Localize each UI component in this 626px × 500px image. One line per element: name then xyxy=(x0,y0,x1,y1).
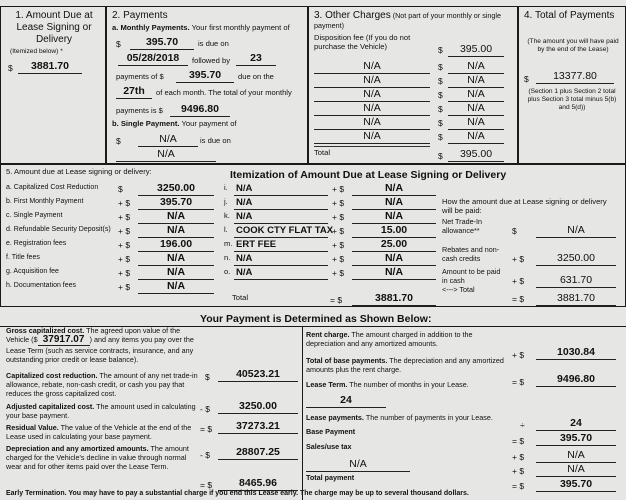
total-payment-value: 395.70 xyxy=(536,478,616,492)
other-tax-value: N/A xyxy=(536,463,616,477)
base-payment-sign: = $ xyxy=(512,436,525,446)
s4-title: 4. Total of Payments xyxy=(524,10,615,21)
s5-mid-sign: + $ xyxy=(332,226,345,236)
s5-left-sign: + $ xyxy=(118,282,131,292)
vehicle-value: 37917.07 xyxy=(38,335,90,346)
s5-left-value: N/A xyxy=(138,252,214,266)
s5-left-label: b. First Monthly Payment xyxy=(6,198,84,205)
s5-mid-sign: + $ xyxy=(332,268,345,278)
base-payment-value: 395.70 xyxy=(536,432,616,446)
s3-dispo-label: Disposition fee (If you do not purchase the Vehicle) xyxy=(314,33,411,51)
s3-total-rule xyxy=(314,146,430,147)
rent-charge-value: 1030.84 xyxy=(536,346,616,360)
s5-mid-value: 25.00 xyxy=(352,238,436,252)
gross-cap-text: Gross capitalized cost. The agreed upon value of the Vehicle ($ 37917.07 ) and any items you pay over the Lease Term (such as service contracts, insurance, and any outstanding prior credit or lease balance). xyxy=(6,326,194,364)
s5-mid-sign: + $ xyxy=(332,212,345,222)
s2-payment-amount: 395.70 xyxy=(176,69,234,83)
s5-total-label: Total xyxy=(232,293,249,302)
sales-tax-sign: + $ xyxy=(512,452,525,462)
s3-row-amount: N/A xyxy=(448,130,504,144)
s3-row-label: N/A xyxy=(314,116,430,130)
s3-row-amount: N/A xyxy=(448,88,504,102)
s5-left-sign: + $ xyxy=(118,198,131,208)
s3-row-dollar: $ xyxy=(438,62,443,72)
total-payment-label: Total payment xyxy=(306,473,355,482)
s5-left-label: d. Refundable Security Deposit(s) xyxy=(6,226,111,233)
s5-left-label: a. Capitalized Cost Reduction xyxy=(6,184,99,191)
s5-left-label: e. Registration fees xyxy=(6,240,67,247)
adjusted-cap-value: 37273.21 xyxy=(218,420,298,434)
adjusted-cap-text: Adjusted capitalized cost. The amount used in calculating your base payment. xyxy=(6,402,196,420)
s3-row-label: N/A xyxy=(314,60,430,74)
base-payments-text: Total of base payments. The depreciation and any amortized amounts plus the rent charge. xyxy=(306,356,504,374)
s3-row-amount: N/A xyxy=(448,60,504,74)
gross-cap-sign: $ xyxy=(205,372,210,382)
s5-mid-sign: + $ xyxy=(332,254,345,264)
rent-charge-text: Rent charge. The amount charged in addition to the depreciation and any amortized amounts. xyxy=(306,330,473,348)
lease-term-text: Lease Term. The number of months in your Lease. xyxy=(306,380,469,389)
s3-row-label: N/A xyxy=(314,74,430,88)
s3-row-dollar: $ xyxy=(438,76,443,86)
s2-b-label: b. Single Payment. xyxy=(112,119,180,128)
cap-reduction-value: 3250.00 xyxy=(218,400,298,414)
base-payments-sign: = $ xyxy=(512,377,525,387)
lease-disclosure-form: 1. Amount Due at Lease Signing or Delivery (Itemized below) * $ 3881.70 2. Payments a. Monthly Payments. Your first monthly payment of $ 395.70 is due on 05/28/2018 followed by 23 payments of $ 395.70 due on the 27th of each month. The total of your monthly payments is $ 9496.80 b. Single Payment. Your payment of $ N/A is due on N/A 3. Other Charges (Not part of your monthly or single payment) Disposition fee (If you do not purchase the Vehicle) $ 395.00 N/A $ N/A N/A $ N/A N/A $ N/A N/A $ N/A N/A $ N/A N/A $ N/A Total $ 395.00 4. Total of Payments (The amount you will have paid by the end of the Lease) $ 13377.80 (Section 1 plus Section 2 total plus Section 3 total minus 5(b) and 5(d)) 5. Amount due at Lease signing or delivery: Itemization of Amount Due at Lease Signing or Delivery a. Capitalized Cost Reduction $ 3250.00 b. First Monthly Payment + $ 395.70 c. Single Payment + $ N/A d. Refundable Security Deposit(s) + $ N/A e. Registration fees + $ 196.00 f. Title fees + $ N/A g. Acquisition fee + $ N/A h. Documentation fees + $ N/A i. N/A + $ N/A j. N/A + $ N/A k. N/A + $ N/A l. COOK CTY FLAT TAX + $ 15.00 m. ERT FEE + $ 25.00 n. N/A + $ N/A o. N/A + $ N/A Total = $ 3881.70 How the amount due at Lease signing or delivery will be paid: Net Trade-In allowance** $ N/A Rebates and non-cash credits + $ 3250.00 Amount to be paid in cash + $ 631.70 <---> Total = $ 3881.70 Your Payment is Determined as Shown Below: Gross capitalized cost. The agreed upon value of the Vehicle ($ 37917.07 ) and any items you pay over the Lease Term (such as service contracts, insurance, and any outstanding prior credit or lease balance). $ 40523.21 Capitalized cost reduction. The amount of any net trade-in allowance, rebate, non-cash credit, or cash you pay that reduces the gross capitalized cost. - $ 3250.00 Adjusted capitalized cost. The amount used in calculating your base payment. = $ 37273.21 Residual Value. The value of the Vehicle at the end of the Lease used in calculating your base payment. - $ 28807.25 Depreciation and any amortized amounts. The amount charged for the Vehicle's decline in value through normal wear and for other items paid over the Lease Term. = $ 8465.96 Rent charge. The amount charged in addition to the depreciation and any amortized amounts. + $ 1030.84 Total of base payments. The depreciation and any amortized amounts plus the rent charge. = $ 9496.80 Lease Term. The number of months in your Lease. 24 Lease payments. The number of payments in your Lease. ÷ 24 Base Payment = $ 395.70 Sales/use tax N/A + $ N/A + $ N/A Total payment = $ 395.70 Early Termination. You may have to pay a substantial charge if you end this Lease early. The charge may be up to several thousand dollars. xyxy=(0,0,626,500)
s5-right-heading: How the amount due at Lease signing or delivery will be paid: xyxy=(442,197,607,215)
s3-title: 3. Other Charges xyxy=(314,10,391,21)
other-tax-sign: + $ xyxy=(512,466,525,476)
s5-right-sign: + $ xyxy=(512,276,525,286)
s5-mid-label: N/A xyxy=(234,196,328,210)
depreciation-sign: = $ xyxy=(200,480,213,490)
s4-note1: (The amount you will have paid by the end of the Lease) xyxy=(527,38,619,53)
cap-reduction-sign: - $ xyxy=(200,404,210,414)
depreciation-value: 8465.96 xyxy=(218,477,298,491)
residual-text: Residual Value. The value of the Vehicle at the end of the Lease used in calculating your base payment. xyxy=(6,423,192,441)
s5-total: 3881.70 xyxy=(352,292,436,306)
s5-right-label: <---> Total xyxy=(442,285,475,294)
lease-term-value: 24 xyxy=(306,394,386,408)
s2-payments-of: payments of $ xyxy=(116,72,164,81)
s5-mid-value: N/A xyxy=(352,252,436,266)
sales-tax-line: N/A xyxy=(306,458,410,472)
s5-left-label: c. Single Payment xyxy=(6,212,63,219)
s5-title: 5. Amount due at Lease signing or delivery: xyxy=(6,167,152,176)
s5-right-sign: + $ xyxy=(512,254,525,264)
s5-mid-label: N/A xyxy=(234,266,328,280)
s2-a-label: a. Monthly Payments. xyxy=(112,23,190,32)
s5-mid-sign: + $ xyxy=(332,198,345,208)
s2-b-text: Your payment of xyxy=(181,119,237,128)
s5-left-value: N/A xyxy=(138,280,214,294)
s1-note: (Itemized below) * xyxy=(10,48,63,55)
s5-right-value: 3250.00 xyxy=(536,252,616,266)
cap-reduction-text: Capitalized cost reduction. The amount of any net trade-in allowance, rebate, non-cash credit, or cash you pay that reduces the gross capitalized cost. xyxy=(6,371,198,398)
s5-mid-letter: n. xyxy=(224,253,231,262)
s2-payments-is: payments is $ xyxy=(116,106,163,115)
s5-right-value: 3881.70 xyxy=(536,292,616,306)
s5-mid-value: N/A xyxy=(352,210,436,224)
s5-left-value: N/A xyxy=(138,210,214,224)
s3-row-label: N/A xyxy=(314,88,430,102)
s3-note: (Not part of your monthly or single payment) xyxy=(314,11,501,30)
s3-row-dollar: $ xyxy=(438,132,443,142)
total-payment-sign: = $ xyxy=(512,481,525,491)
payment-divider xyxy=(302,326,303,500)
s3-row-amount: N/A xyxy=(448,102,504,116)
s5-left-value: N/A xyxy=(138,266,214,280)
s5-right-label: Rebates and non-cash credits xyxy=(442,245,500,263)
s4-note2: (Section 1 plus Section 2 total plus Section 3 total minus 5(b) and 5(d)) xyxy=(527,88,617,111)
s5-mid-letter: j. xyxy=(224,197,228,206)
s2-each-month: of each month. The total of your monthly xyxy=(156,88,292,97)
lease-payments-sign: ÷ xyxy=(520,420,525,430)
s5-left-sign: $ xyxy=(118,184,123,194)
s2-first-payment: 395.70 xyxy=(130,36,194,50)
s3-row-dollar: $ xyxy=(438,118,443,128)
sales-tax-label: Sales/use tax xyxy=(306,442,352,451)
s5-left-sign: + $ xyxy=(118,212,131,222)
s1-title: 1. Amount Due at Lease Signing or Delivery xyxy=(15,10,93,45)
s5-left-sign: + $ xyxy=(118,268,131,278)
s5-mid-letter: i. xyxy=(224,183,228,192)
s5-right-sign: = $ xyxy=(512,294,525,304)
s5-mid-sign: + $ xyxy=(332,240,345,250)
s5-right-value: 631.70 xyxy=(536,274,616,288)
lease-payments-text: Lease payments. The number of payments in your Lease. xyxy=(306,413,493,422)
s3-row-label: N/A xyxy=(314,102,430,116)
s3-total-label: Total xyxy=(314,148,331,157)
s5-total-sign: = $ xyxy=(330,295,343,305)
s1-dollar: $ xyxy=(8,63,13,73)
s5-mid-value: N/A xyxy=(352,196,436,210)
s4-amount: 13377.80 xyxy=(536,70,614,84)
s5-mid-label: ERT FEE xyxy=(234,238,328,252)
s5-right-label: Net Trade-In allowance** xyxy=(442,217,482,235)
s5-mid-value: N/A xyxy=(352,266,436,280)
s5-mid-value: N/A xyxy=(352,182,436,196)
s5-mid-label: COOK CTY FLAT TAX xyxy=(236,225,334,236)
s2-is-due-on: is due on xyxy=(198,39,229,48)
depreciation-text: Depreciation and any amortized amounts. The amount charged for the Vehicle's decline in value through normal wear and for other items paid over the Lease Term. xyxy=(6,444,189,471)
s5-mid-label: N/A xyxy=(234,252,328,266)
s5-mid-letter: k. xyxy=(224,211,230,220)
s5-left-sign: + $ xyxy=(118,254,131,264)
residual-sign: - $ xyxy=(200,450,210,460)
s3-total: 395.00 xyxy=(448,148,504,162)
adjusted-cap-sign: = $ xyxy=(200,424,213,434)
s3-row-dollar: $ xyxy=(438,90,443,100)
s5-right-sign: $ xyxy=(512,226,517,236)
s2-day: 27th xyxy=(116,85,152,99)
s2-due-on-the: due on the xyxy=(238,72,274,81)
section-4-total-of-payments xyxy=(518,6,626,164)
s2-count: 23 xyxy=(236,52,276,66)
s3-row-amount: N/A xyxy=(448,74,504,88)
s2-title: 2. Payments xyxy=(112,10,168,21)
s1-amount: 3881.70 xyxy=(18,60,82,74)
s2-is-due-on-b: is due on xyxy=(200,136,231,145)
s3-row-label: N/A xyxy=(314,130,430,144)
s5-left-label: h. Documentation fees xyxy=(6,282,77,289)
payment-title: Your Payment is Determined as Shown Below: xyxy=(200,313,432,325)
s5-right-label: Amount to be paid in cash xyxy=(442,267,501,285)
s5-left-value: 3250.00 xyxy=(138,182,214,196)
s5-left-sign: + $ xyxy=(118,226,131,236)
s5-itemization-title: Itemization of Amount Due at Lease Signing or Delivery xyxy=(230,169,507,181)
gross-cap-value: 40523.21 xyxy=(218,368,298,382)
base-payments-value: 9496.80 xyxy=(536,373,616,387)
s5-mid-letter: m. xyxy=(224,239,233,248)
sales-tax-value: N/A xyxy=(536,449,616,463)
s3-row-dollar: $ xyxy=(438,104,443,114)
s5-mid-sign: + $ xyxy=(332,184,345,194)
s3-dispo: 395.00 xyxy=(448,43,504,57)
early-termination: Early Termination. You may have to pay a substantial charge if you end this Lease early. The charge may be up to several thousand dollars. xyxy=(6,490,469,497)
s3-row-amount: N/A xyxy=(448,116,504,130)
s5-mid-label: N/A xyxy=(234,210,328,224)
base-payment-label: Base Payment xyxy=(306,427,356,436)
s2-total-payments: 9496.80 xyxy=(170,103,230,117)
lease-payments-value: 24 xyxy=(536,417,616,431)
s5-left-value: N/A xyxy=(138,224,214,238)
s5-mid-label: N/A xyxy=(234,182,328,196)
s5-mid-value: 15.00 xyxy=(352,224,436,238)
s5-left-label: g. Acquisition fee xyxy=(6,268,59,275)
rent-charge-sign: + $ xyxy=(512,350,525,360)
residual-value: 28807.25 xyxy=(218,446,298,460)
s5-left-label: f. Title fees xyxy=(6,254,40,261)
s2-single-due: N/A xyxy=(116,148,216,162)
s5-left-value: 395.70 xyxy=(138,196,214,210)
s5-left-sign: + $ xyxy=(118,240,131,250)
s2-single-payment: N/A xyxy=(138,133,198,147)
s5-left-value: 196.00 xyxy=(138,238,214,252)
s2-due-date: 05/28/2018 xyxy=(118,52,188,66)
s2-followed-by: followed by xyxy=(192,56,230,65)
s2-a-text: Your first monthly payment of xyxy=(191,23,290,32)
s5-right-value: N/A xyxy=(536,224,616,238)
s5-mid-letter: o. xyxy=(224,267,231,276)
s5-mid-letter: l. xyxy=(224,225,228,234)
